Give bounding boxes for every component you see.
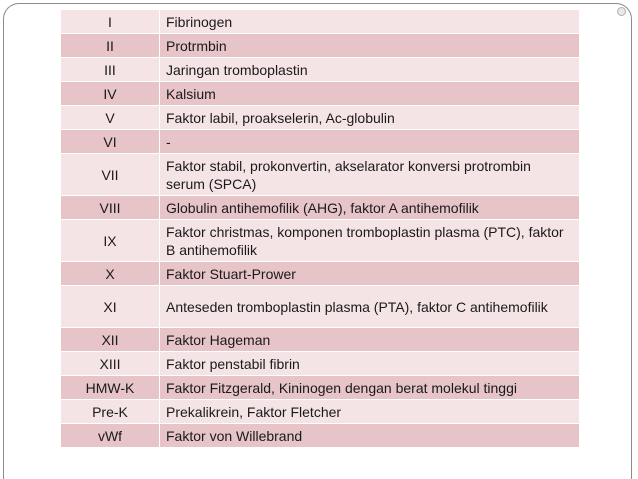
corner-dot-icon	[617, 7, 626, 16]
factor-number: VIII	[61, 196, 160, 220]
factor-name: Faktor Hageman	[160, 328, 580, 352]
table-row	[61, 352, 580, 376]
factor-name: Faktor von Willebrand	[160, 424, 580, 448]
factor-name: Anteseden tromboplastin plasma (PTA), faktor C antihemofilik	[160, 286, 580, 328]
table-row	[61, 154, 580, 196]
factor-name: Globulin antihemofilik (AHG), faktor A antihemofilik	[160, 196, 580, 220]
factor-name: Faktor christmas, komponen tromboplastin plasma (PTC), faktor B antihemofilik	[160, 220, 580, 262]
table-row	[61, 58, 580, 82]
factor-number: III	[61, 58, 160, 82]
factor-number: VII	[61, 154, 160, 196]
factor-number: XI	[61, 286, 160, 328]
table-row	[61, 106, 580, 130]
factor-number: XIII	[61, 352, 160, 376]
factor-name: Kalsium	[160, 82, 580, 106]
table-row	[61, 286, 580, 328]
table-row	[61, 130, 580, 154]
factor-number: vWf	[61, 424, 160, 448]
table-row	[61, 34, 580, 58]
factor-name: Fibrinogen	[160, 10, 580, 34]
factor-name: Faktor Stuart-Prower	[160, 262, 580, 286]
table-row	[61, 424, 580, 448]
table-row	[61, 262, 580, 286]
table-row	[61, 376, 580, 400]
clotting-factor-table	[60, 9, 580, 448]
factor-number: X	[61, 262, 160, 286]
factor-name: -	[160, 130, 580, 154]
factor-name: Faktor stabil, prokonvertin, akselarator konversi protrombin serum (SPCA)	[160, 154, 580, 196]
factor-number: HMW-K	[61, 376, 160, 400]
factor-name: Protrmbin	[160, 34, 580, 58]
table-row	[61, 328, 580, 352]
factor-number: XII	[61, 328, 160, 352]
factor-number: I	[61, 10, 160, 34]
factor-name: Prekalikrein, Faktor Fletcher	[160, 400, 580, 424]
table-row	[61, 196, 580, 220]
table-row	[61, 400, 580, 424]
table-row	[61, 82, 580, 106]
factor-number: Pre-K	[61, 400, 160, 424]
factor-name: Faktor labil, proakselerin, Ac-globulin	[160, 106, 580, 130]
factor-number: VI	[61, 130, 160, 154]
table-row	[61, 220, 580, 262]
factor-number: IV	[61, 82, 160, 106]
factor-name: Faktor Fitzgerald, Kininogen dengan berat molekul tinggi	[160, 376, 580, 400]
factor-number: IX	[61, 220, 160, 262]
factor-number: II	[61, 34, 160, 58]
factor-number: V	[61, 106, 160, 130]
factor-name: Jaringan tromboplastin	[160, 58, 580, 82]
factor-name: Faktor penstabil fibrin	[160, 352, 580, 376]
table-row	[61, 10, 580, 34]
